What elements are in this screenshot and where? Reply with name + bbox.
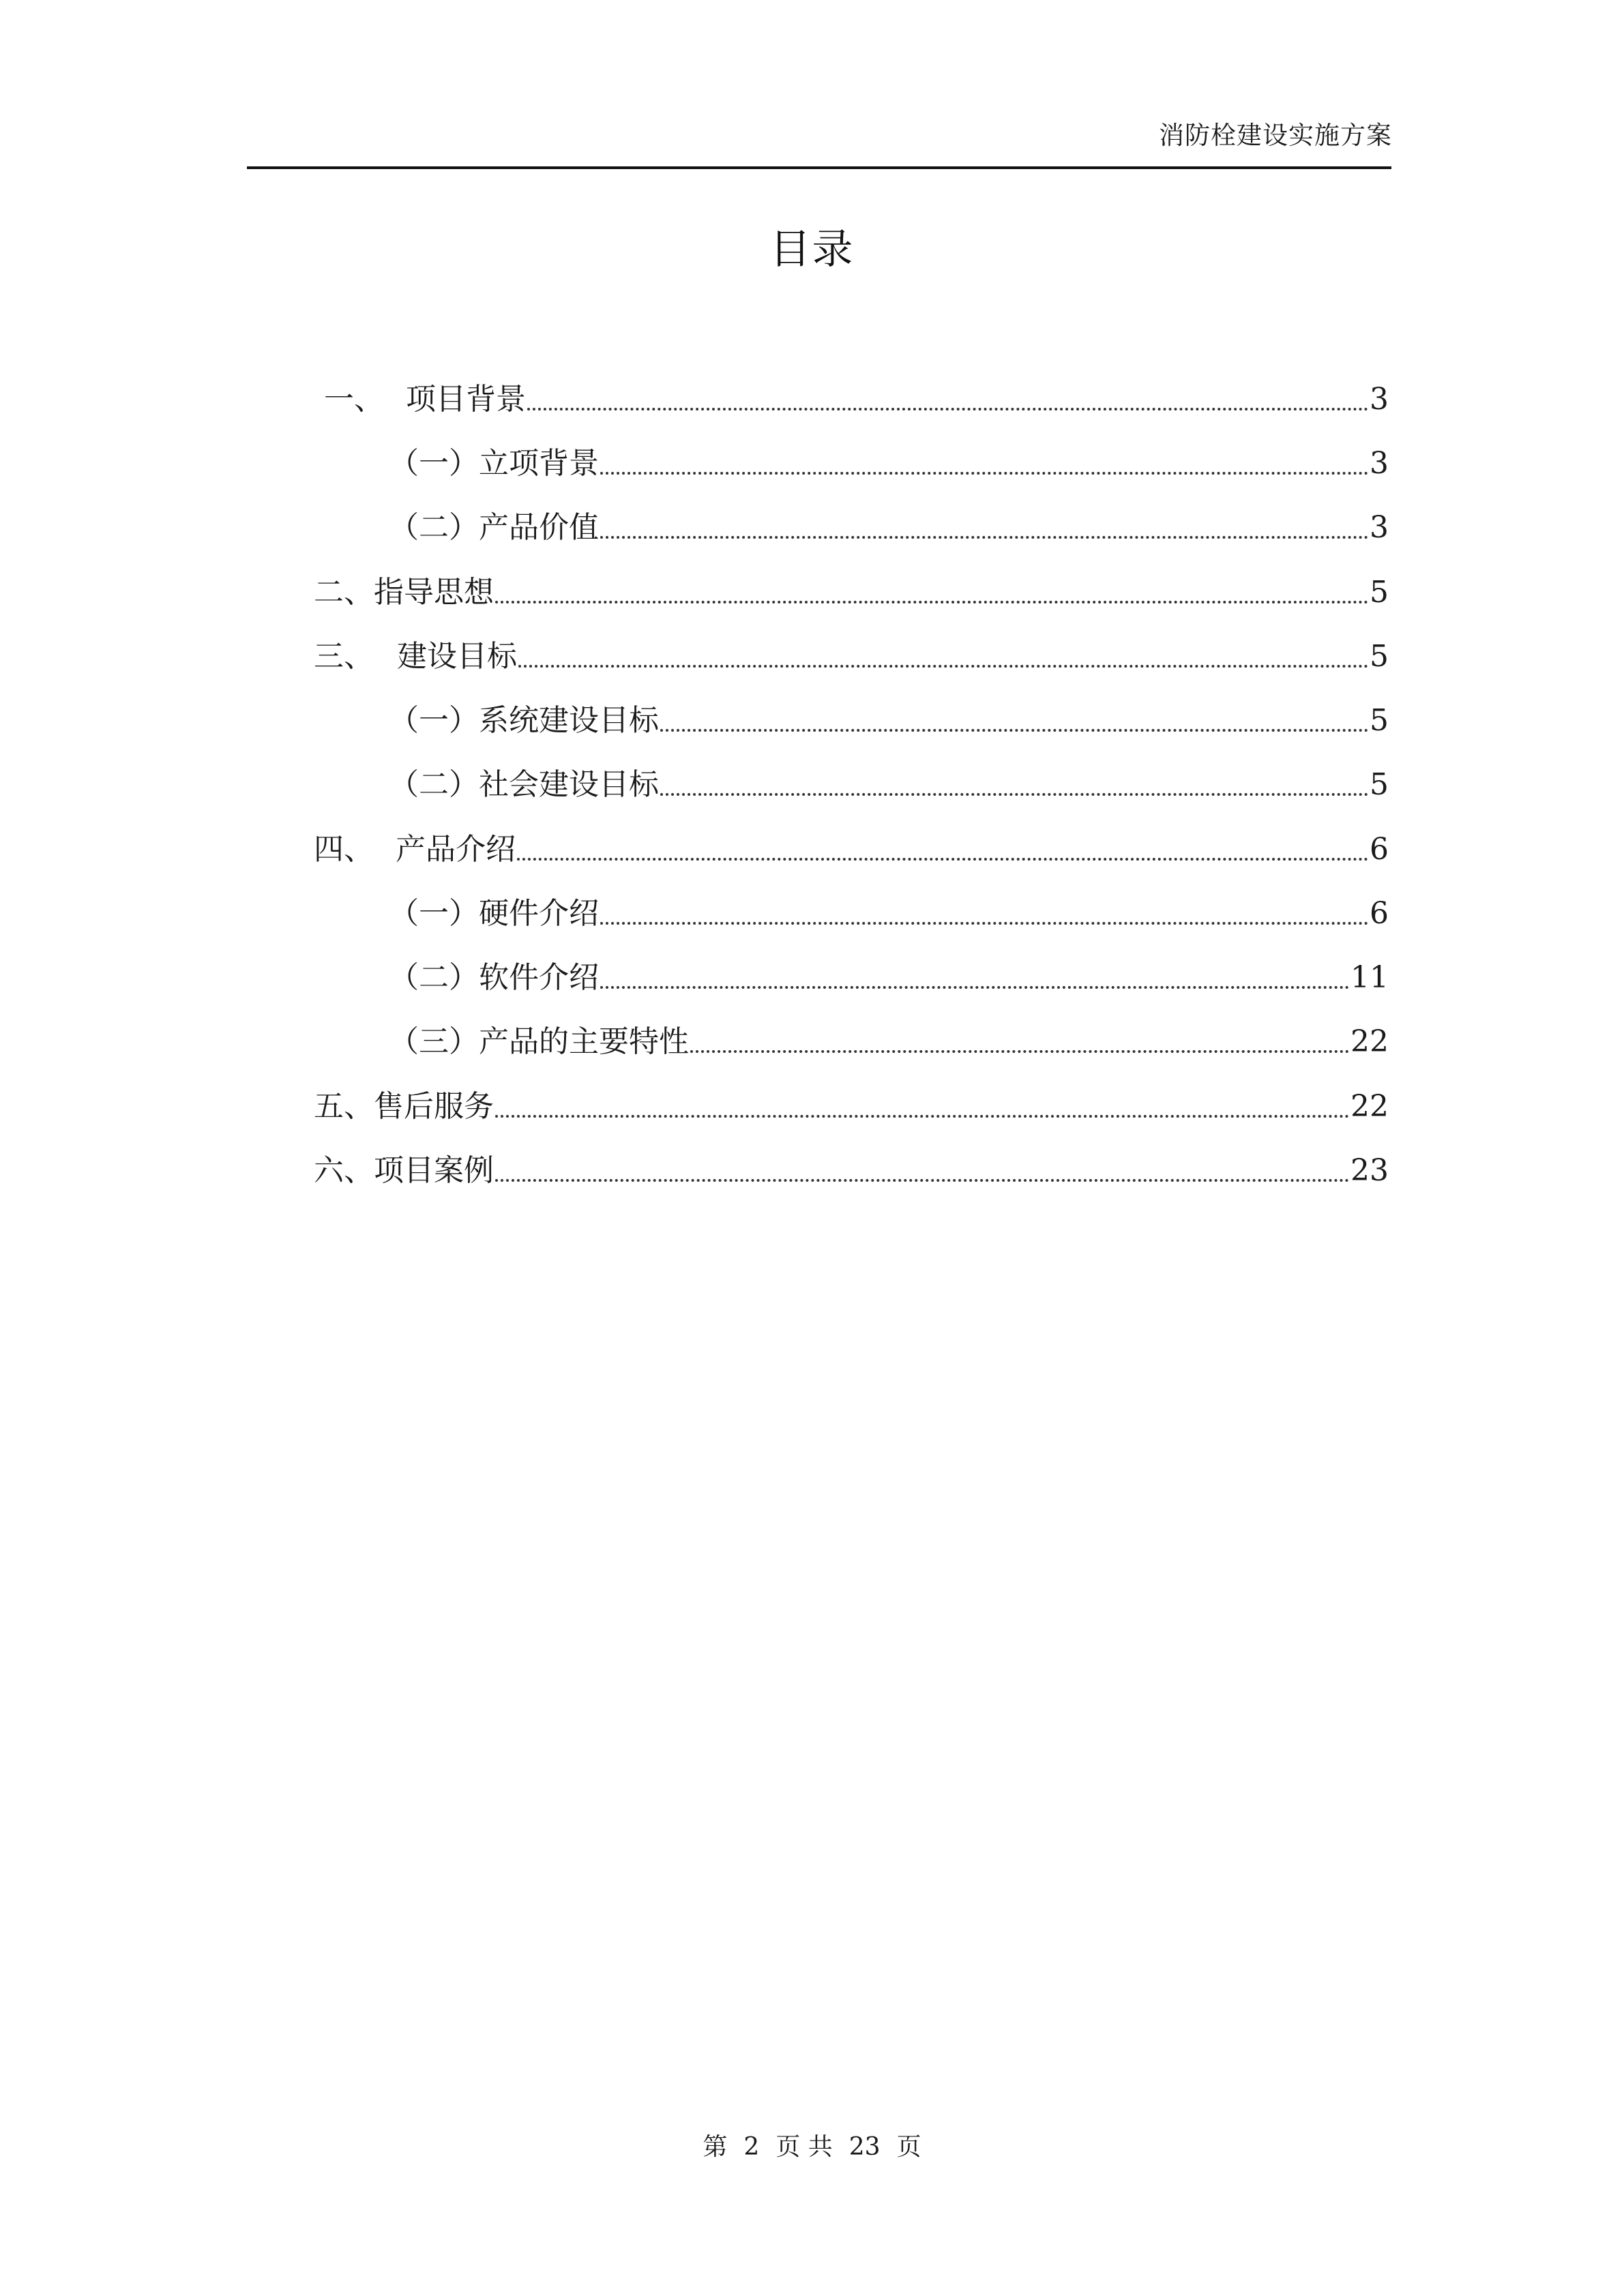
toc-entry-title: 立项背景 xyxy=(479,446,599,481)
toc-dot-leader xyxy=(600,986,1349,989)
running-header-title: 消防栓建设实施方案 xyxy=(1159,121,1392,150)
toc-dot-leader xyxy=(495,1115,1349,1118)
toc-entry-page: 23 xyxy=(1350,1153,1389,1188)
toc-entry-main-features[interactable] xyxy=(389,1022,1389,1062)
toc-dot-leader xyxy=(660,729,1368,732)
toc-entry-number: 二、 xyxy=(314,575,374,610)
toc-dot-leader xyxy=(600,536,1368,539)
toc-entry-title: 建设目标 xyxy=(397,639,517,674)
toc-entry-software[interactable] xyxy=(389,957,1389,998)
toc-entry-page: 6 xyxy=(1370,896,1389,931)
toc-entry-number: （二） xyxy=(389,767,479,802)
toc-entry-project-cases[interactable] xyxy=(314,1150,1389,1191)
toc-entry-number: （二） xyxy=(389,510,479,545)
toc-entry-hardware[interactable] xyxy=(389,893,1389,934)
toc-dot-leader xyxy=(690,1050,1349,1053)
toc-entry-page: 5 xyxy=(1370,575,1389,610)
toc-dot-leader xyxy=(600,472,1368,475)
toc-entry-title: 指导思想 xyxy=(374,575,494,610)
toc-entry-guiding-ideology[interactable] xyxy=(314,572,1389,613)
toc-entry-number: （一） xyxy=(389,446,479,481)
toc-entry-establishment-background[interactable] xyxy=(389,443,1389,484)
toc-dot-leader xyxy=(517,858,1368,861)
toc-entry-page: 3 xyxy=(1370,382,1389,417)
toc-entry-page: 3 xyxy=(1370,446,1389,481)
page-title: 目录 xyxy=(769,226,855,273)
toc-entry-number: （一） xyxy=(389,896,479,931)
toc-entry-title: 社会建设目标 xyxy=(479,767,659,802)
toc-entry-page: 11 xyxy=(1350,960,1389,995)
toc-entry-title: 产品介绍 xyxy=(396,832,516,867)
toc-entry-after-sales[interactable] xyxy=(314,1086,1389,1127)
toc-entry-number: 一、 xyxy=(324,382,384,417)
footer-current-page: 2 xyxy=(743,2133,760,2161)
toc-entry-number: （三） xyxy=(389,1024,479,1059)
toc-dot-leader xyxy=(495,601,1368,603)
footer-suffix: 页 xyxy=(896,2133,921,2161)
toc-entry-number: 五、 xyxy=(314,1089,374,1124)
toc-entry-product-introduction[interactable] xyxy=(314,829,1389,870)
toc-dot-leader xyxy=(600,922,1368,925)
toc-dot-leader xyxy=(518,665,1368,668)
toc-entry-page: 5 xyxy=(1370,703,1389,738)
toc-dot-leader xyxy=(495,1179,1349,1182)
toc-entry-number: 四、 xyxy=(314,832,374,867)
toc-entry-title: 售后服务 xyxy=(374,1089,494,1124)
toc-entry-title: 项目案例 xyxy=(374,1153,494,1188)
page-footer xyxy=(0,2128,1624,2162)
toc-entry-page: 5 xyxy=(1370,767,1389,802)
toc-entry-title: 项目背景 xyxy=(406,382,526,417)
toc-entry-project-background[interactable] xyxy=(324,379,1389,420)
toc-entry-page: 3 xyxy=(1370,510,1389,545)
toc-entry-construction-goals[interactable] xyxy=(314,636,1389,677)
toc-dot-leader xyxy=(527,408,1368,411)
toc-entry-title: 硬件介绍 xyxy=(479,896,599,931)
toc-entry-product-value[interactable] xyxy=(389,507,1389,548)
toc-entry-title: 系统建设目标 xyxy=(479,703,659,738)
toc-entry-number: 三、 xyxy=(314,639,374,674)
toc-entry-number: （一） xyxy=(389,703,479,738)
toc-entry-number: （二） xyxy=(389,960,479,995)
toc-entry-title: 软件介绍 xyxy=(479,960,599,995)
toc-entry-page: 22 xyxy=(1350,1024,1389,1059)
toc-entry-page: 5 xyxy=(1370,639,1389,674)
footer-prefix: 第 xyxy=(703,2133,728,2161)
toc-entry-system-goals[interactable] xyxy=(389,700,1389,741)
toc-entry-page: 6 xyxy=(1370,832,1389,867)
toc-entry-page: 22 xyxy=(1350,1089,1389,1124)
footer-middle: 页 共 xyxy=(776,2133,833,2161)
toc-entry-title: 产品的主要特性 xyxy=(479,1024,689,1059)
toc-entry-number: 六、 xyxy=(314,1153,374,1188)
toc-dot-leader xyxy=(660,793,1368,796)
toc-entry-social-goals[interactable] xyxy=(389,764,1389,805)
footer-total-pages: 23 xyxy=(848,2133,881,2161)
toc-entry-title: 产品价值 xyxy=(479,510,599,545)
